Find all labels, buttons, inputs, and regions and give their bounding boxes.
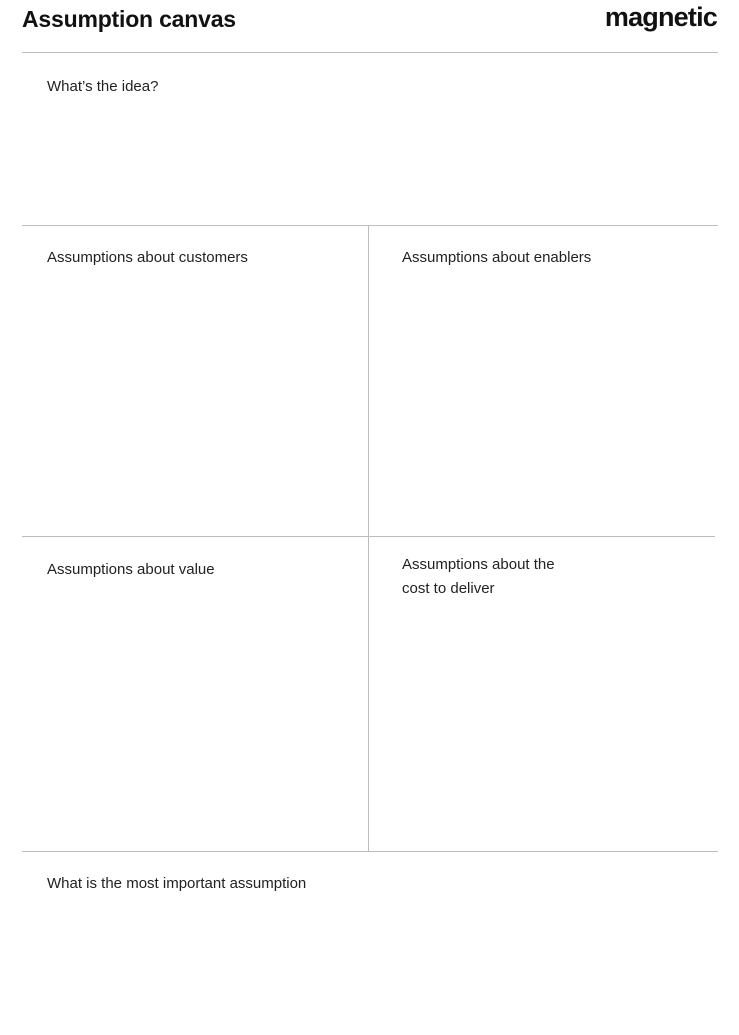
value-label: Assumptions about value bbox=[47, 561, 215, 578]
enablers-label: Assumptions about enablers bbox=[402, 249, 592, 266]
most-important-label: What is the most important assumption bbox=[47, 875, 307, 892]
idea-label: What’s the idea? bbox=[47, 78, 159, 95]
center-divider bbox=[368, 225, 369, 852]
idea-divider bbox=[22, 225, 718, 226]
bottom-divider bbox=[22, 851, 718, 852]
customers-label: Assumptions about customers bbox=[47, 249, 248, 266]
cost-label: Assumptions about the cost to deliver bbox=[402, 556, 555, 597]
page-title: Assumption canvas bbox=[22, 6, 236, 32]
magnetic-logo: magnetic bbox=[604, 2, 717, 32]
header-divider bbox=[22, 52, 718, 53]
